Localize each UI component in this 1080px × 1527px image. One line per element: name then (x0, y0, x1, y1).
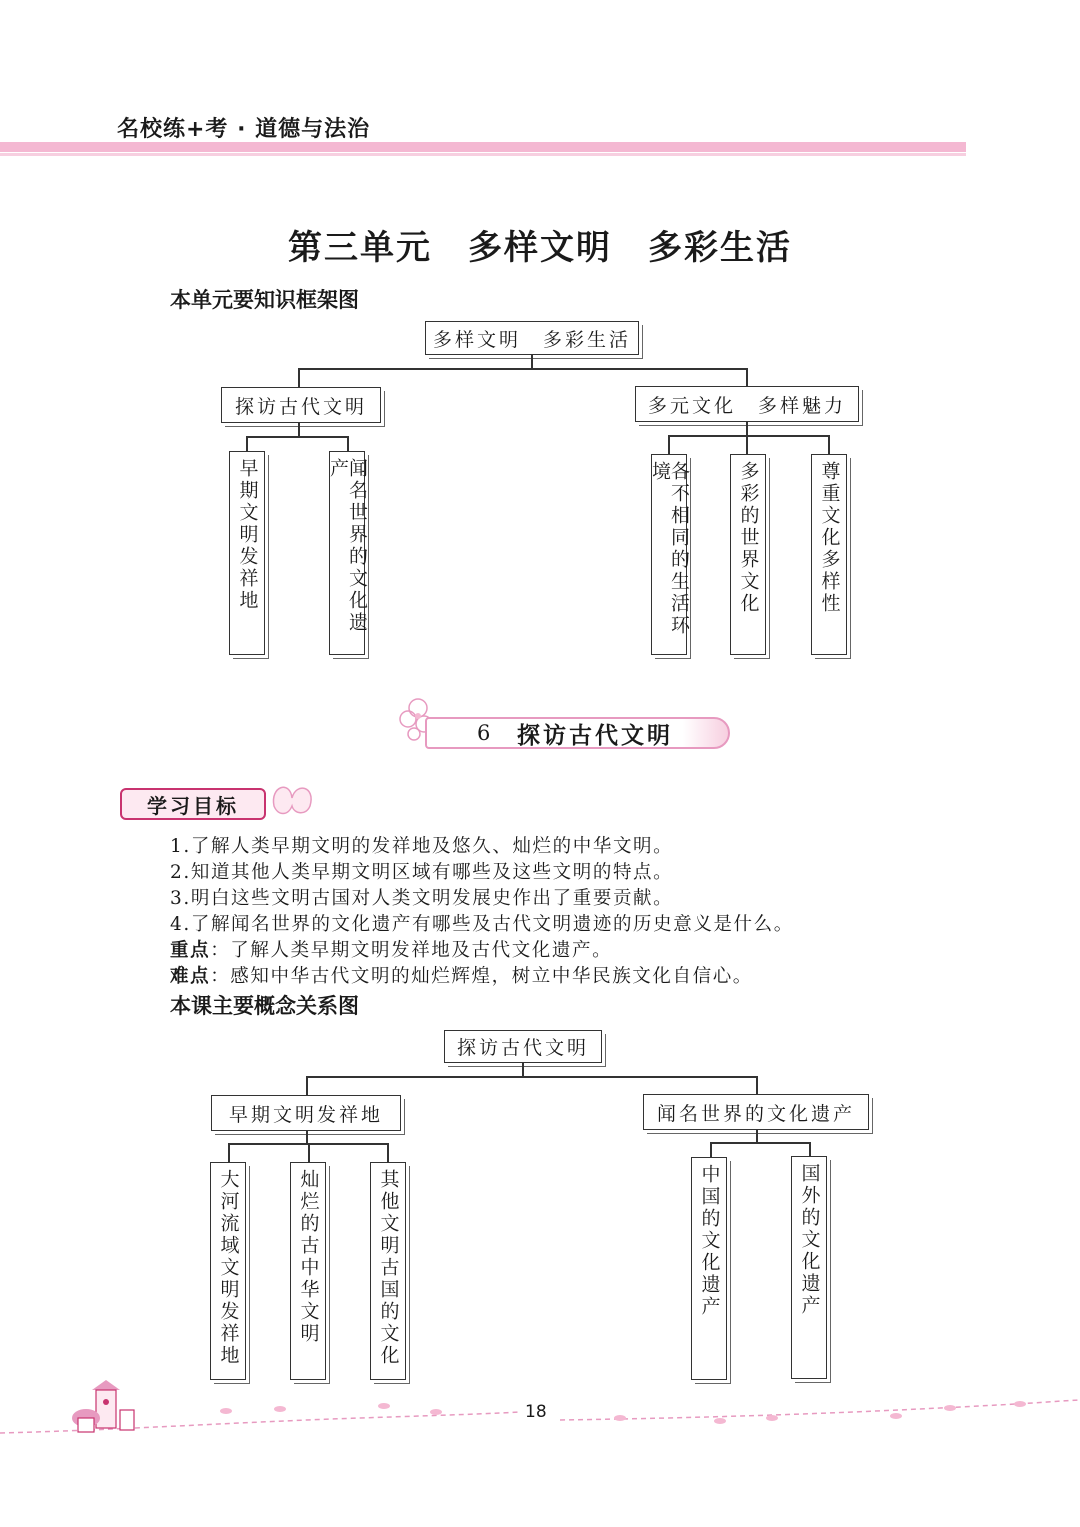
key-point-label: 重点 (170, 940, 211, 961)
connector (347, 436, 349, 451)
unit-leaf-node: 闻名世界的文化遗产 (329, 451, 365, 655)
concept-branch-node: 闻名世界的文化遗产 (643, 1094, 869, 1130)
concept-leaf-node: 国外的文化遗产 (791, 1156, 827, 1379)
concept-leaf-node: 大河流域文明发祥地 (210, 1162, 246, 1380)
unit-leaf-node: 各不相同的生活环境 (651, 454, 687, 655)
concept-heading: 本课主要概念关系图 (170, 994, 359, 1018)
goal-item: 2.知道其他人类早期文明区域有哪些及这些文明的特点。 (170, 862, 674, 883)
page-number: 18 (525, 1402, 547, 1422)
unit-branch-node: 多元文化 多样魅力 (635, 386, 859, 422)
connector (246, 436, 248, 451)
difficulty-point (170, 962, 753, 988)
connector (746, 422, 748, 436)
connector (668, 435, 670, 454)
goal-item: 3.明白这些文明古国对人类文明发展史作出了重要贡献。 (170, 888, 674, 909)
concept-leaf-node: 其他文明古国的文化 (370, 1162, 406, 1380)
key-point (170, 936, 612, 962)
difficulty-text: ：感知中华古代文明的灿烂辉煌，树立中华民族文化自信心。 (210, 966, 753, 987)
connector (746, 368, 748, 386)
connector (710, 1142, 712, 1157)
unit-leaf-node: 早期文明发祥地 (229, 451, 265, 655)
connector (756, 1076, 758, 1094)
connector (306, 1076, 757, 1078)
connector (387, 1143, 389, 1162)
connector (809, 1142, 811, 1156)
connector (828, 435, 830, 454)
connector (228, 1143, 230, 1162)
connector (306, 1076, 308, 1095)
book-header-title: 名校练+考 · 道德与法治 (117, 117, 371, 142)
key-point-text: ：了解人类早期文明发祥地及古代文化遗产。 (210, 940, 613, 961)
connector (308, 1143, 310, 1162)
lesson-number: 6 (477, 721, 491, 745)
goal-item: 4.了解闻名世界的文化遗产有哪些及古代文明遗迹的历史意义是什么。 (170, 914, 794, 935)
concept-root-node: 探访古代文明 (444, 1030, 602, 1063)
butterfly-ornament-icon (266, 776, 318, 820)
connector (298, 423, 300, 437)
unit-leaf-node: 尊重文化多样性 (811, 454, 847, 655)
unit-root-node: 多样文明 多彩生活 (425, 321, 639, 355)
header-divider (0, 142, 966, 152)
framework-heading: 本单元要知识框架图 (170, 288, 359, 312)
lesson-title: 探访古代文明 (517, 722, 673, 749)
concept-leaf-node: 中国的文化遗产 (691, 1157, 727, 1380)
concept-branch-node: 早期文明发祥地 (211, 1095, 401, 1131)
unit-leaf-node: 多彩的世界文化 (730, 454, 766, 655)
house-icon (70, 1380, 150, 1436)
header-divider-lower (0, 153, 966, 156)
connector (668, 435, 829, 437)
difficulty-label: 难点 (170, 966, 211, 987)
connector (522, 1063, 524, 1077)
concept-leaf-node: 灿烂的古中华文明 (290, 1162, 326, 1380)
unit-title: 第三单元 多样文明 多彩生活 (288, 228, 792, 268)
learning-goals-tag: 学习目标 (120, 788, 266, 820)
lesson-banner (425, 717, 730, 749)
connector (298, 368, 747, 370)
connector (531, 355, 533, 369)
goal-item: 1.了解人类早期文明的发祥地及悠久、灿烂的中华文明。 (170, 836, 674, 857)
connector (746, 435, 748, 454)
connector (710, 1142, 810, 1144)
connector (246, 436, 348, 438)
connector (298, 368, 300, 387)
unit-branch-node: 探访古代文明 (221, 387, 381, 423)
